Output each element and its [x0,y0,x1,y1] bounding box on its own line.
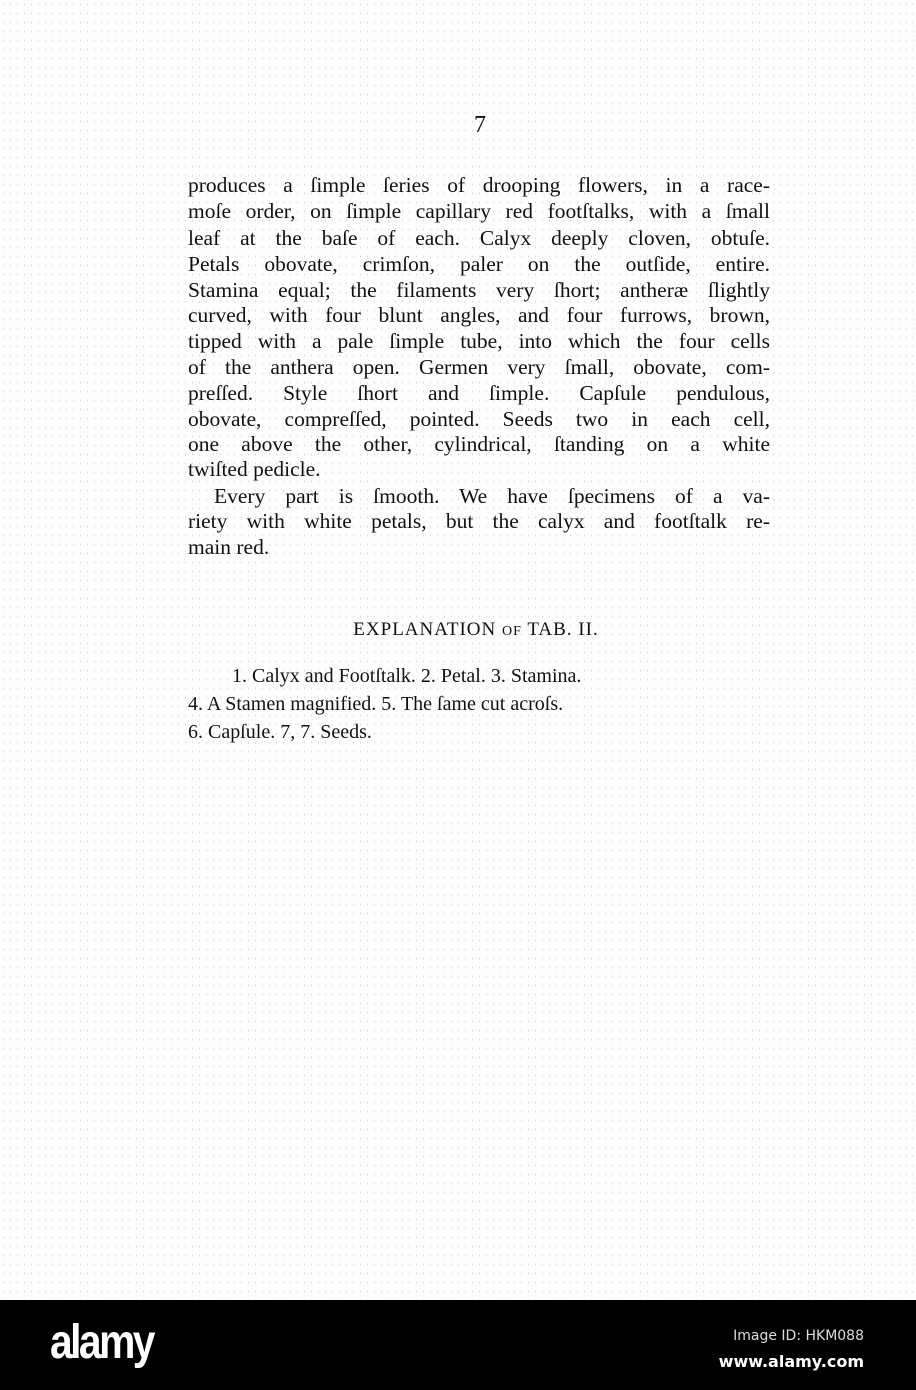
body-line: produces a ſimple ſeries of drooping flowers, in a race- [188,173,770,197]
body-line: of the anthera open. Germen very ſmall, obovate, com- [188,355,770,379]
body-line: preſſed. Style ſhort and ſimple. Capſule pendulous, [188,381,770,405]
body-line: main red. [188,535,270,559]
image-id: Image ID: HKM088 [733,1328,864,1344]
explanation-line: 6. Capſule. 7, 7. Seeds. [188,721,372,743]
explanation-heading [300,619,652,641]
watermark-url: www.alamy.com [718,1352,864,1371]
body-line: tipped with a pale ſimple tube, into which the four cells [188,329,770,353]
watermark-bar [0,1300,916,1390]
explanation-line: 4. A Stamen magnified. 5. The ſame cut acroſs. [188,693,564,715]
heading-main: EXPLANATION [353,619,497,640]
body-line: curved, with four blunt angles, and four furrows, brown, [188,303,770,327]
heading-tab: TAB. II. [527,619,599,640]
body-line: Every part is ſmooth. We have ſpecimens of a va- [214,484,770,508]
body-line: moſe order, on ſimple capillary red footſtalks, with a ſmall [188,199,770,223]
alamy-logo: alamy [50,1316,153,1369]
body-line: obovate, compreſſed, pointed. Seeds two in each cell, [188,407,770,431]
explanation-line: 1. Calyx and Footſtalk. 2. Petal. 3. Stamina. [232,665,582,687]
heading-of: OF [501,624,522,639]
body-line: Petals obovate, crimſon, paler on the outſide, entire. [188,252,770,276]
body-line: leaf at the baſe of each. Calyx deeply cloven, obtuſe. [188,226,770,250]
body-line: Stamina equal; the filaments very ſhort; antheræ ſlightly [188,278,770,302]
body-line: twiſted pedicle. [188,457,321,481]
body-line: one above the other, cylindrical, ſtanding on a white [188,432,770,456]
page-number: 7 [474,112,486,138]
body-line: riety with white petals, but the calyx and footſtalk re- [188,509,770,533]
